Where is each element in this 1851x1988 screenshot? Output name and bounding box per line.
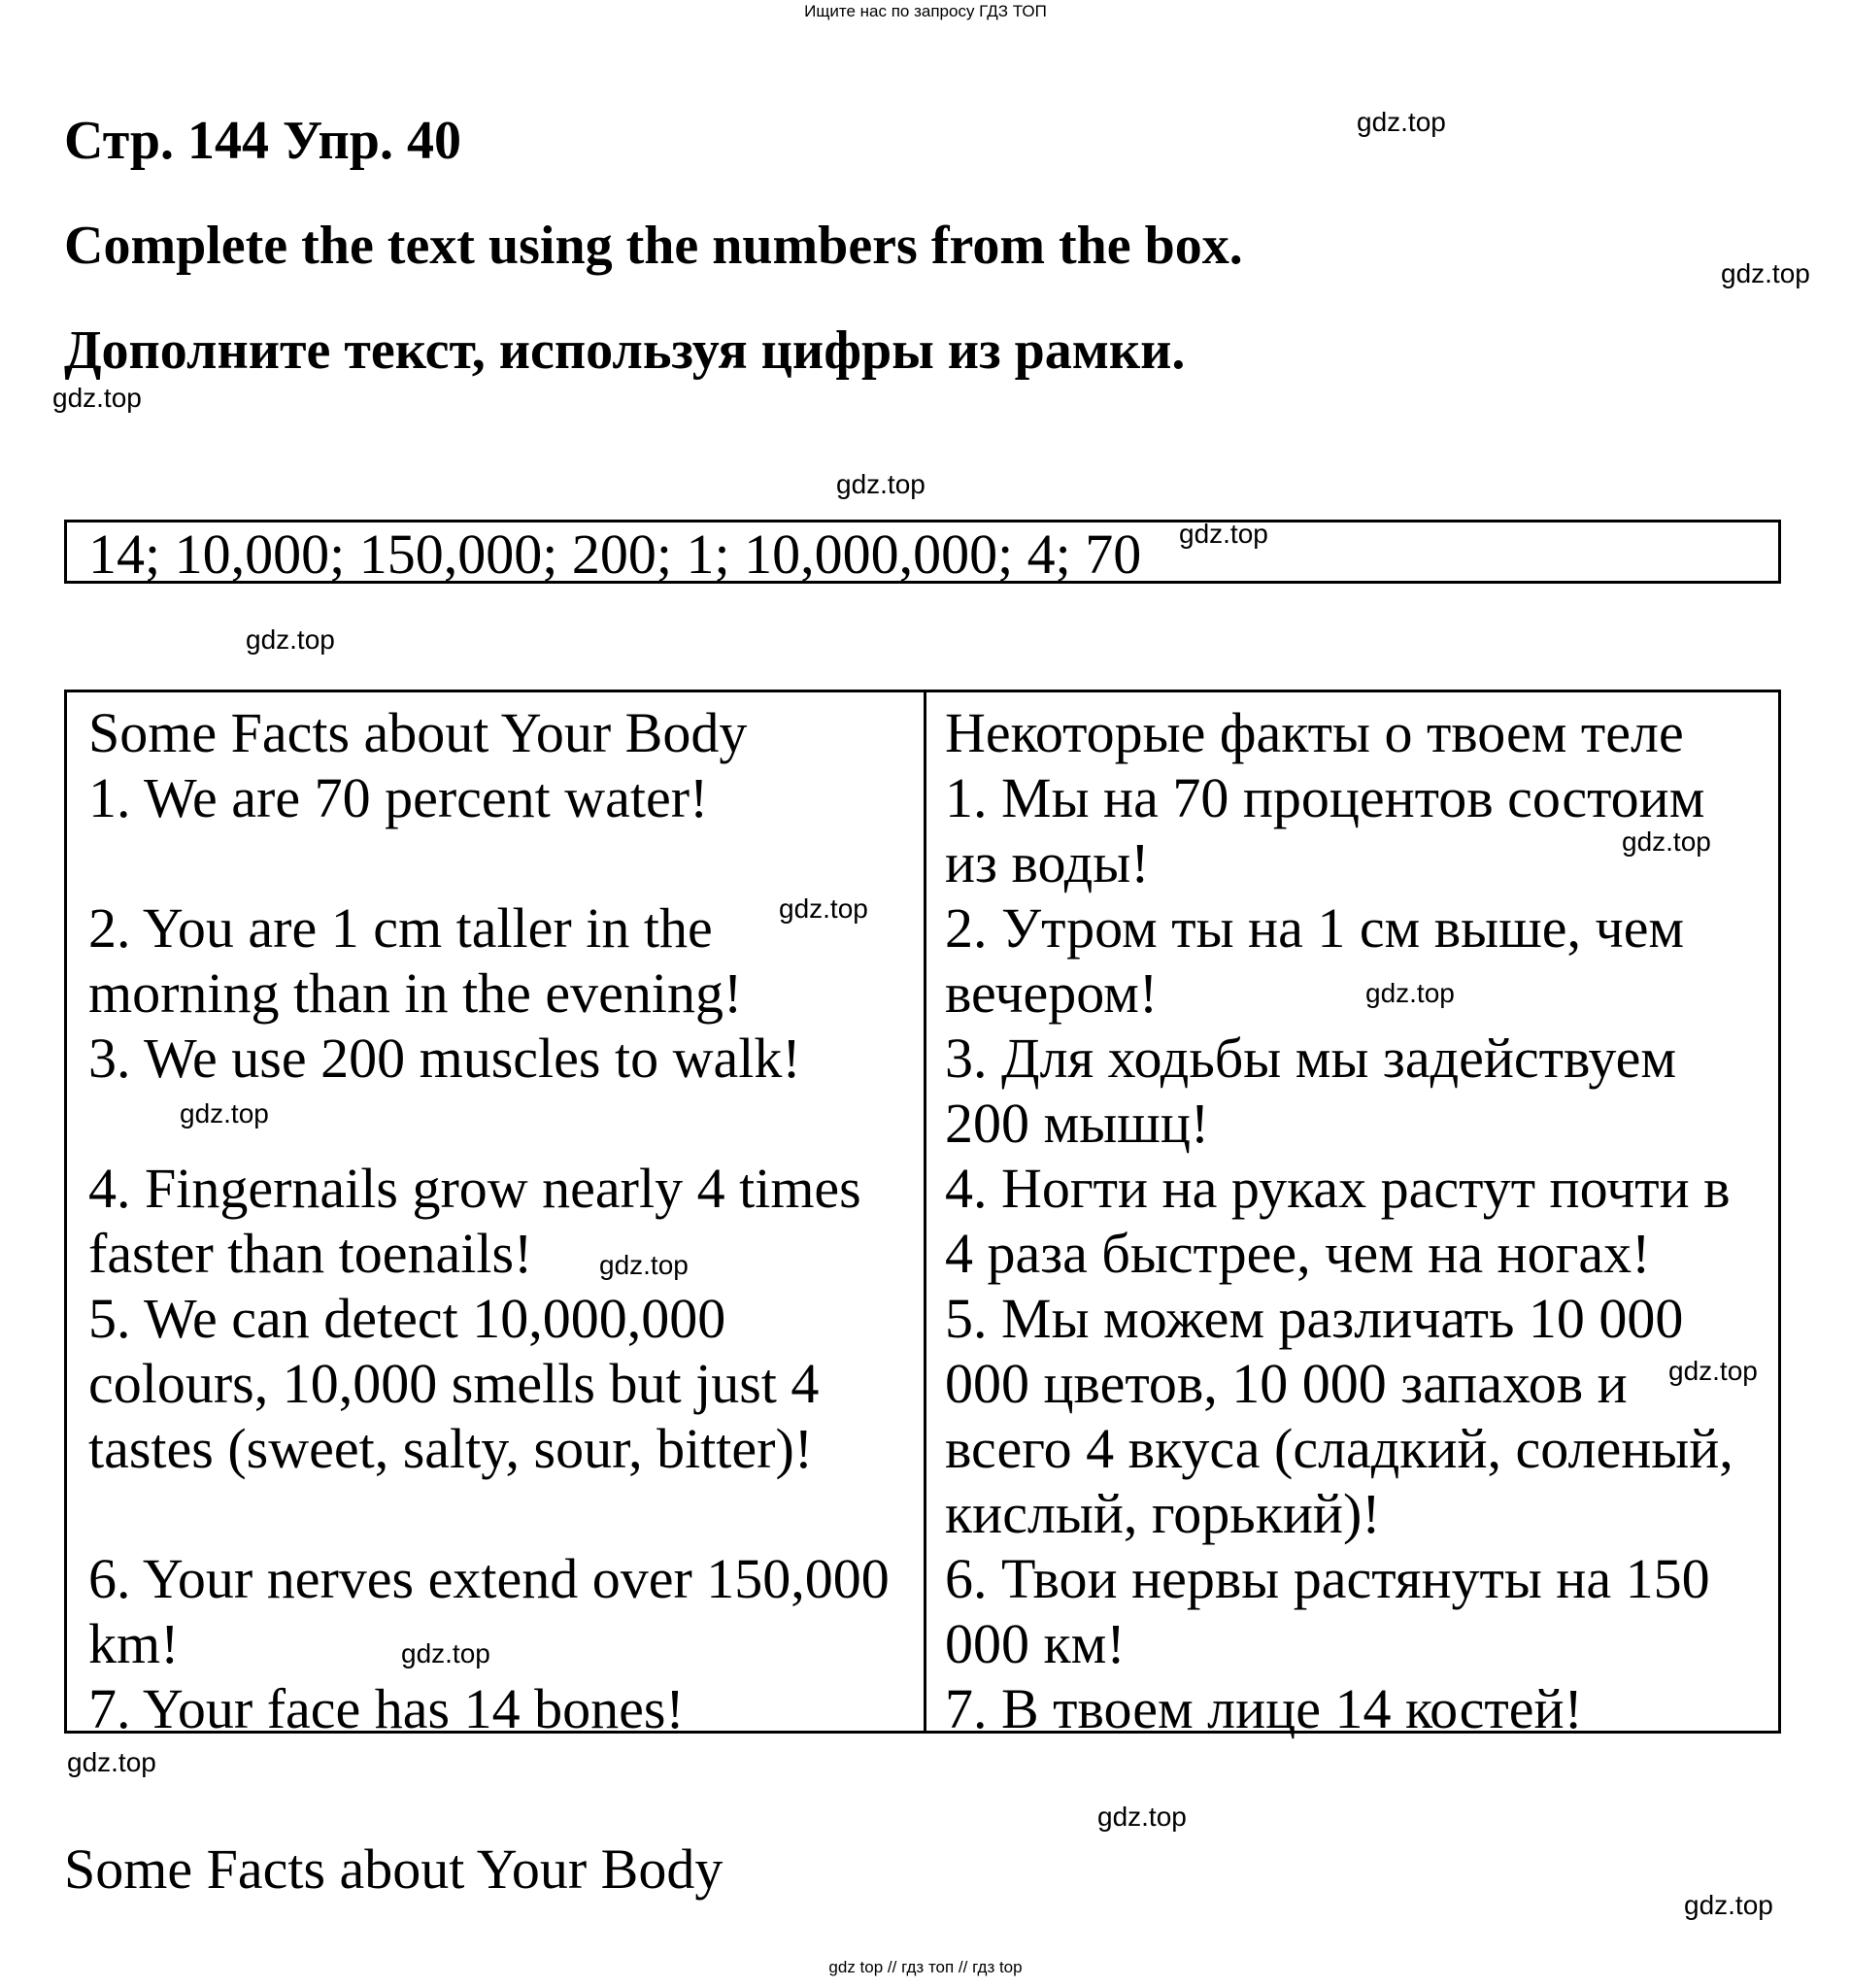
fact-line-en: 1. We are 70 percent water!	[88, 766, 709, 829]
fact-line-ru: 5. Мы можем различать 10 000	[945, 1287, 1684, 1350]
fact-line-en: colours, 10,000 smells but just 4	[88, 1352, 820, 1415]
watermark: gdz.top	[836, 469, 926, 499]
watermark: gdz.top	[1684, 1890, 1773, 1920]
watermark: gdz.top	[1179, 519, 1268, 549]
fact-line-en: Some Facts about Your Body	[88, 701, 748, 764]
fact-line-en: km!	[88, 1612, 180, 1675]
watermark: gdz.top	[246, 624, 335, 655]
fact-line-ru: 000 цветов, 10 000 запахов и	[945, 1352, 1628, 1415]
watermark: gdz.top	[1357, 107, 1446, 137]
fact-line-ru: 2. Утром ты на 1 см выше, чем	[945, 896, 1685, 960]
watermark: gdz.top	[1622, 826, 1711, 857]
watermark: gdz.top	[67, 1747, 156, 1777]
watermark: gdz.top	[1721, 258, 1810, 288]
fact-line-ru: 4. Ногти на руках растут почти в	[945, 1157, 1731, 1220]
number-box-text: 14; 10,000; 150,000; 200; 1; 10,000,000; 4; 70	[88, 522, 1142, 586]
fact-line-ru: 4 раза быстрее, чем на ногах!	[945, 1222, 1651, 1285]
fact-line-ru: 200 мышц!	[945, 1092, 1210, 1155]
watermark: gdz.top	[180, 1098, 269, 1129]
page-title: Стр. 144 Упр. 40	[64, 111, 461, 171]
watermark: gdz.top	[1097, 1802, 1187, 1832]
fact-line-en: 5. We can detect 10,000,000	[88, 1287, 726, 1350]
table-divider	[924, 692, 926, 1731]
fact-line-ru: 000 км!	[945, 1612, 1126, 1675]
fact-line-en: morning than in the evening!	[88, 961, 743, 1025]
fact-line-en: 6. Your nerves extend over 150,000	[88, 1547, 890, 1610]
fact-line-en: 3. We use 200 muscles to walk!	[88, 1027, 801, 1090]
fact-line-ru: из воды!	[945, 831, 1150, 894]
fact-line-en: 2. You are 1 cm taller in the	[88, 896, 713, 960]
fact-line-en: 7. Your face has 14 bones!	[88, 1677, 685, 1740]
fact-line-en: faster than toenails!	[88, 1222, 533, 1285]
facts-column-en	[88, 700, 919, 1741]
watermark: gdz.top	[599, 1250, 689, 1280]
watermark: gdz.top	[1365, 978, 1455, 1008]
fact-line-ru: 6. Твои нервы растянуты на 150	[945, 1547, 1710, 1610]
watermark: gdz.top	[1668, 1356, 1758, 1386]
fact-line-en: 4. Fingernails grow nearly 4 times	[88, 1157, 861, 1220]
fact-line-ru: 3. Для ходьбы мы задействуем	[945, 1027, 1677, 1090]
number-box	[64, 520, 1781, 584]
section-title: Some Facts about Your Body	[64, 1837, 724, 1901]
facts-table	[64, 690, 1781, 1740]
fact-line-ru: вечером!	[945, 961, 1159, 1025]
watermark: gdz.top	[401, 1638, 490, 1668]
footer: gdz top // гдз топ // гдз top	[828, 1958, 1023, 1976]
fact-line-ru: 7. В твоем лице 14 костей!	[945, 1677, 1583, 1740]
top-banner: Ищите нас по запросу ГДЗ ТОП	[804, 2, 1047, 20]
task-instruction-en: Complete the text using the numbers from the box.	[64, 216, 1243, 276]
fact-line-ru: 1. Мы на 70 процентов состоим	[945, 766, 1705, 829]
watermark: gdz.top	[779, 893, 868, 924]
fact-line-en	[88, 1481, 919, 1546]
fact-line-en: tastes (sweet, salty, sour, bitter)!	[88, 1417, 814, 1480]
watermark: gdz.top	[52, 383, 142, 413]
fact-line-ru: кислый, горький)!	[945, 1482, 1381, 1545]
task-instruction-ru: Дополните текст, используя цифры из рамки.	[64, 320, 1186, 381]
fact-line-en	[88, 830, 919, 895]
fact-line-ru: всего 4 вкуса (сладкий, соленый,	[945, 1417, 1733, 1480]
fact-line-ru: Некоторые факты о твоем теле	[945, 701, 1684, 764]
